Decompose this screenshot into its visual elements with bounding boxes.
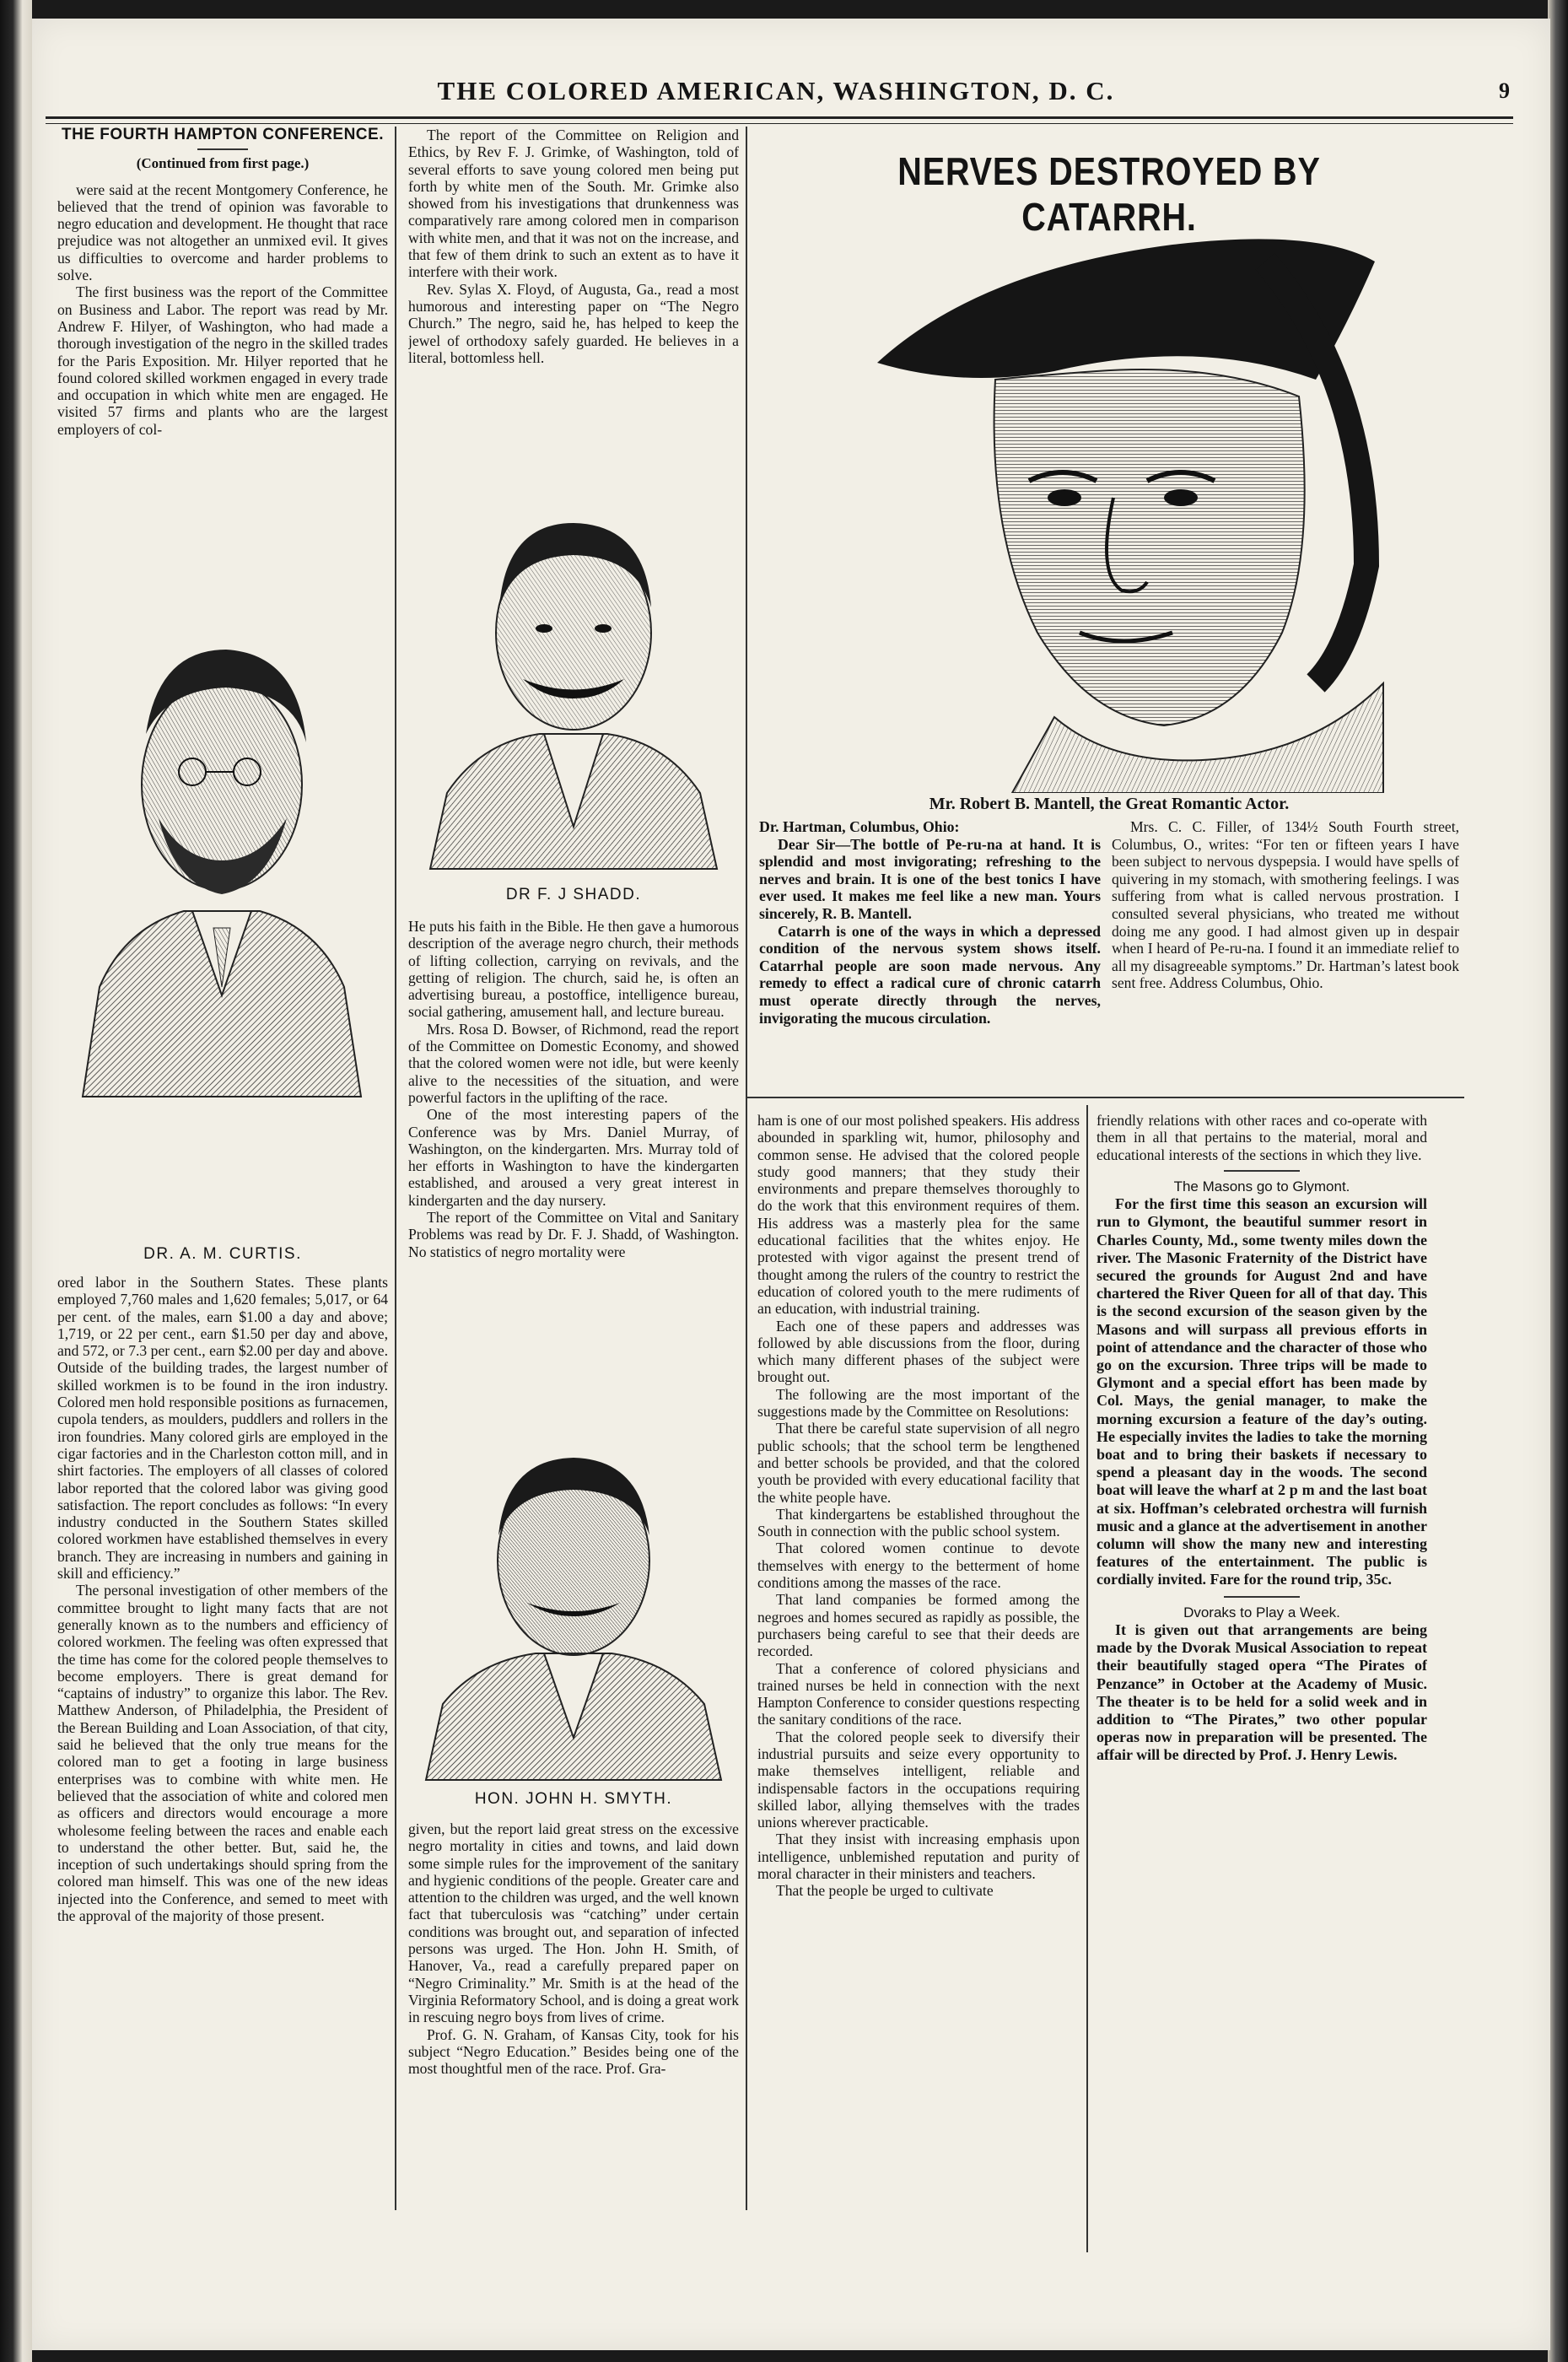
paragraph: Prof. G. N. Graham, of Kansas City, took for his subject “Negro Education.” Besides being one of the most thoughtful men of the race. Prof. Gra- [408, 2025, 739, 2078]
section-headline-dvorak: Dvoraks to Play a Week. [1183, 1604, 1340, 1621]
section-rule [1224, 1170, 1300, 1172]
ad-left-text [759, 818, 1101, 1092]
column-3 [757, 1112, 1080, 2225]
paragraph: The first business was the report of the Committee on Business and Labor. The report was read by Mr. Andrew F. Hilyer, of Washington, who had made a thorough investigation of the negro in the skilled trades for the Paris Exposition. Mr. Hilyer reported that he found colored skilled workmen engaged in every trade and occupation in which white men are engaged. He visited 57 firms and plants who are the largest employers of col- [57, 283, 388, 438]
portrait-caption: DR F. J SHADD. [505, 886, 642, 903]
portrait-caption: HON. JOHN H. SMYTH. [474, 1790, 673, 1808]
paragraph: That they insist with increasing emphasis upon intelligence, unblemished reputation and purity of moral character in their ministers and teachers. [757, 1831, 1080, 1883]
column-divider-3 [1086, 1105, 1088, 2252]
paragraph: He puts his faith in the Bible. He then gave a humorous description of the average negro church, their methods of lifting collection, carrying on revivals, and the getting of religion. The church, said he, is often an advertising bureau, a postoffice, intelligence bureau, social gathering, amusement hall, and lecture bureau. [408, 918, 739, 1021]
paragraph: Mrs. C. C. Filler, of 134½ South Fourth street, Columbus, O., writes: “For ten or fifteen years I have been subject to nervous dyspepsia. I would have spells of quivering in my stomach, with smothering feelings. I was suffering from what is called nervous prostration. I consulted several physicians, who treated me without doing me any good. I had almost given up in despair when I heard of Pe-ru-na. I found it an immediate relief to all my disagreeable symptoms.” Dr. Hartman’s latest book sent free. Address Columbus, Ohio. [1112, 818, 1459, 992]
column-2-middle [408, 918, 739, 1390]
page-gutter-right [1548, 0, 1568, 2362]
section-headline-masons: The Masons go to Glymont. [1173, 1178, 1350, 1194]
paragraph: The report of the Committee on Religion and Ethics, by Rev F. J. Grimke, of Washington, told of several efforts to save young colored men being put forth by white men of the South. Mr. Grimke also showed from his investigations that drunkenness was comparatively rare among colored men in comparison with white men, and that it was not on the increase, and that few of them drink to such an extent as to have it interfere with their work. [408, 127, 739, 281]
paragraph: One of the most interesting papers of the Conference was by Mrs. Daniel Murray, of Washington, on the kindergarten. Mrs. Murray told of her efforts in Washington to have the kindergarten established, and aroused a very great interest in kindergarten and the day nursery. [408, 1106, 739, 1209]
portrait-curtis-illustration [66, 590, 378, 1114]
column-2-bottom [408, 1820, 739, 2217]
paragraph: Catarrh is one of the ways in which a depressed condition of the nervous system shows itself. Catarrhal people are soon made nervous. Any remedy to effect a radical cure of chronic catarrh must operate directly through the nerves, invigorating the mucous circulation. [759, 922, 1101, 1027]
column-1-bottom [57, 1274, 388, 2227]
column-2-top [408, 127, 739, 481]
paragraph: ham is one of our most polished speakers. His address abounded in sparkling wit, humor, philosophy and common sense. He advised that the colored people study good manners; that they study their environments and prepare themselves thoroughly to do the work that this environment requires of them. His address was a masterly plea for the same educational facilities that the whites enjoy. He protested with vigor against the present trend of thought among the rulers of the country to restrict the education of colored youth to the mere rudiments of an education, with industrial training. [757, 1112, 1080, 1318]
paragraph: The report of the Committee on Vital and Sanitary Problems was read by Dr. F. J. Shadd, of Washington. No statistics of negro mortality were [408, 1209, 739, 1260]
masthead [76, 66, 1510, 116]
paragraph: That colored women continue to devote themselves with energy to the betterment of home conditions among the masses of the race. [757, 1540, 1080, 1592]
portrait-smyth-illustration [418, 1417, 730, 1788]
page-number: 9 [1499, 78, 1510, 103]
paragraph: That kindergartens be established throughout the South in connection with the public school system. [757, 1505, 1080, 1540]
column-divider-1 [395, 127, 396, 2210]
page-gutter-left [0, 0, 32, 2362]
paragraph: friendly relations with other races and co-operate with them in all that pertains to the material, moral and educational interests of the sections in which they live. [1097, 1112, 1427, 1163]
paragraph: That a conference of colored physicians and trained nurses be held in connection with the next Hampton Conference to consider questions respecting the sanitary conditions of the race. [757, 1659, 1080, 1728]
ad-caption: Mr. Robert B. Mantell, the Great Romantic Actor. [929, 795, 1290, 813]
column-1-top [57, 127, 388, 565]
column-4 [1097, 1112, 1427, 2242]
paragraph: ored labor in the Southern States. These plants employed 7,760 males and 1,620 females; 5,017, or 64 per cent. of the males, earn $1.00 a day and above; 1,719, or 22 per cent., earn $1.50 per day and above, and 572, or 7.3 per cent., earn $2.00 per day and above. Outside of the building trades, the largest number of skilled workmen is to be found in the iron industry. Colored men hold responsible positions as furnacemen, cupola tenders, as moulders, puddlers and rollers in the iron foundries. Many colored girls are employed in the cigar factories and in the Charleston cotton mill, and in shirt factories. The employers of all classes of colored labor reported that the colored labor was giving good satisfaction. The report concludes as follows: “In every industry conducted in the Southern States skilled colored workmen have established themselves in every branch. They are increasing in numbers and gaining in skill and efficiency.” [57, 1274, 388, 1583]
ad-bottom-rule [746, 1097, 1464, 1098]
headline-rule [197, 148, 248, 150]
paragraph: That the people be urged to cultivate [776, 1882, 994, 1900]
paragraph: given, but the report laid great stress on the excessive negro mortality in cities and towns, and laid down some simple rules for the improvement of the sanitary and hygienic conditions of the people. Greater care and attention to the children was urged, and the well known fact that tuberculosis was “catching” under certain conditions was brought out, and separation of infected persons was urged. The Hon. John H. Smith, of Hanover, Va., read a carefully prepared paper on “Negro Criminality.” Mr. Smith is at the head of the Virginia Reformatory School, and is doing a great work in rescuing negro boys from lives of crime. [408, 1820, 739, 2026]
paragraph: It is given out that arrangements are being made by the Dvorak Musical Association to repeat their beautifully staged opera “The Pirates of Penzance” in October at the Academy of Music. The theater is to be held for a solid week and in addition to “The Pirates,” two other popular operas now in preparation will be presented. The affair will be directed by Prof. J. Henry Lewis. [1097, 1621, 1427, 1764]
paragraph: That land companies be formed among the negroes and homes secured as rapidly as possible, the purchasers being careful to see that their deeds are recorded. [757, 1591, 1080, 1660]
ad-salutation: Dr. Hartman, Columbus, Ohio: [759, 818, 960, 835]
section-rule [1224, 1596, 1300, 1598]
article-headline: THE FOURTH HAMPTON CONFERENCE. [62, 127, 384, 143]
masthead-title: THE COLORED AMERICAN, WASHINGTON, D. C. [437, 76, 1115, 105]
paragraph: The personal investigation of other members of the committee brought to light many facts that are not generally known as to the numbers and efficiency of colored workmen. The feeling was often expressed that the time has come for the colored people themselves to become employers. There is great demand for “captains of industry” to organize this labor. The Rev. Matthew Anderson, of Philadelphia, the President of the Berean Building and Loan Association, of that city, said he believed that the only true means for the colored man to get a footing in large business enterprises was to combine with white men. He believed that the association of white and colored men as officers and directors would encourage a more wholesome feeling between the races and enable each to understand the other better. But, said he, the inception of such undertakings should spring from the colored man himself. This was one of the new ideas injected into the Conference, and semed to meet with the approval of the majority of those present. [57, 1582, 388, 1924]
portrait-mantell-illustration [843, 211, 1392, 793]
paragraph: That there be careful state supervision of all negro public schools; that the school term be lengthened and better schools be provided, and that the colored youth be provided with every educational facility that the white people have. [757, 1420, 1080, 1506]
paragraph: Rev. Sylas X. Floyd, of Augusta, Ga., read a most humorous and interesting paper on “The Negro Church.” The negro, said he, has helped to keep the jewel of orthodoxy safely guarded. He believes in a literal, bottomless hell. [408, 280, 739, 366]
paragraph: The following are the most important of the suggestions made by the Committee on Resolutions: [757, 1385, 1080, 1421]
paragraph: Each one of these papers and addresses was followed by able discussions from the floor, during which many different phases of the subject were brought out. [757, 1317, 1080, 1386]
column-divider-2 [746, 127, 747, 2210]
paragraph: For the first time this season an excursion will run to Glymont, the beautiful summer resort in Charles County, Md., some twenty miles down the river. The Masonic Fraternity of the District have secured the grounds for August 2nd and have chartered the River Queen for all of that day. This is the second excursion of the season given by the Masons and will surpass all previous efforts in point of attendance and the character of those who go on the excursion. Three trips will be made to Glymont and a special effort has been made by Col. Mays, the genial manager, to make the morning excursion a feature of the day’s outing. He especially invites the ladies to take the morning boat and to bring their baskets if necessary to spend a pleasant day in the woods. The second boat will leave the wharf at 2 p m and the last boat at six. Hoffman’s celebrated orchestra will furnish music and a glance at the advertisement in another column will show the many new and interesting features of the entertainment. The public is cordially invited. Fare for the round trip, 35c. [1097, 1195, 1427, 1588]
paragraph: That the colored people seek to diversify their industrial pursuits and seize every opportunity to make themselves intelligent, reliable and indispensable factors in the occupations requiring skilled labor, allying themselves with the trades unions wherever practicable. [757, 1728, 1080, 1831]
paragraph: were said at the recent Montgomery Conference, he believed that the trend of opinion was favorable to negro education and development. He thought that race prejudice was not altogether an unmixed evil. It gives us difficulties to overcome and harder problems to solve. [57, 181, 388, 284]
paragraph: Mrs. Rosa D. Bowser, of Richmond, read the report of the Committee on Domestic Economy, and showed that the colored women were not idle, but were keenly alive to the necessities of the situation, and were powerful factors in the uplifting of the race. [408, 1020, 739, 1106]
masthead-rule [46, 116, 1513, 124]
portrait-caption: DR. A. M. CURTIS. [143, 1245, 302, 1263]
ad-right-text [1112, 818, 1459, 1092]
ad-headline: NERVES DESTROYED BY CATARRH. [897, 149, 1321, 239]
continued-note: (Continued from first page.) [136, 155, 310, 172]
portrait-shadd-illustration [422, 472, 725, 877]
paragraph: Dear Sir—The bottle of Pe-ru-na at hand. It is splendid and most invigorating; refreshing to the nerves and brain. It is one of the best tonics I have ever used. It makes me feel like a new man. Yours sincerely, R. B. Mantell. [759, 835, 1101, 922]
